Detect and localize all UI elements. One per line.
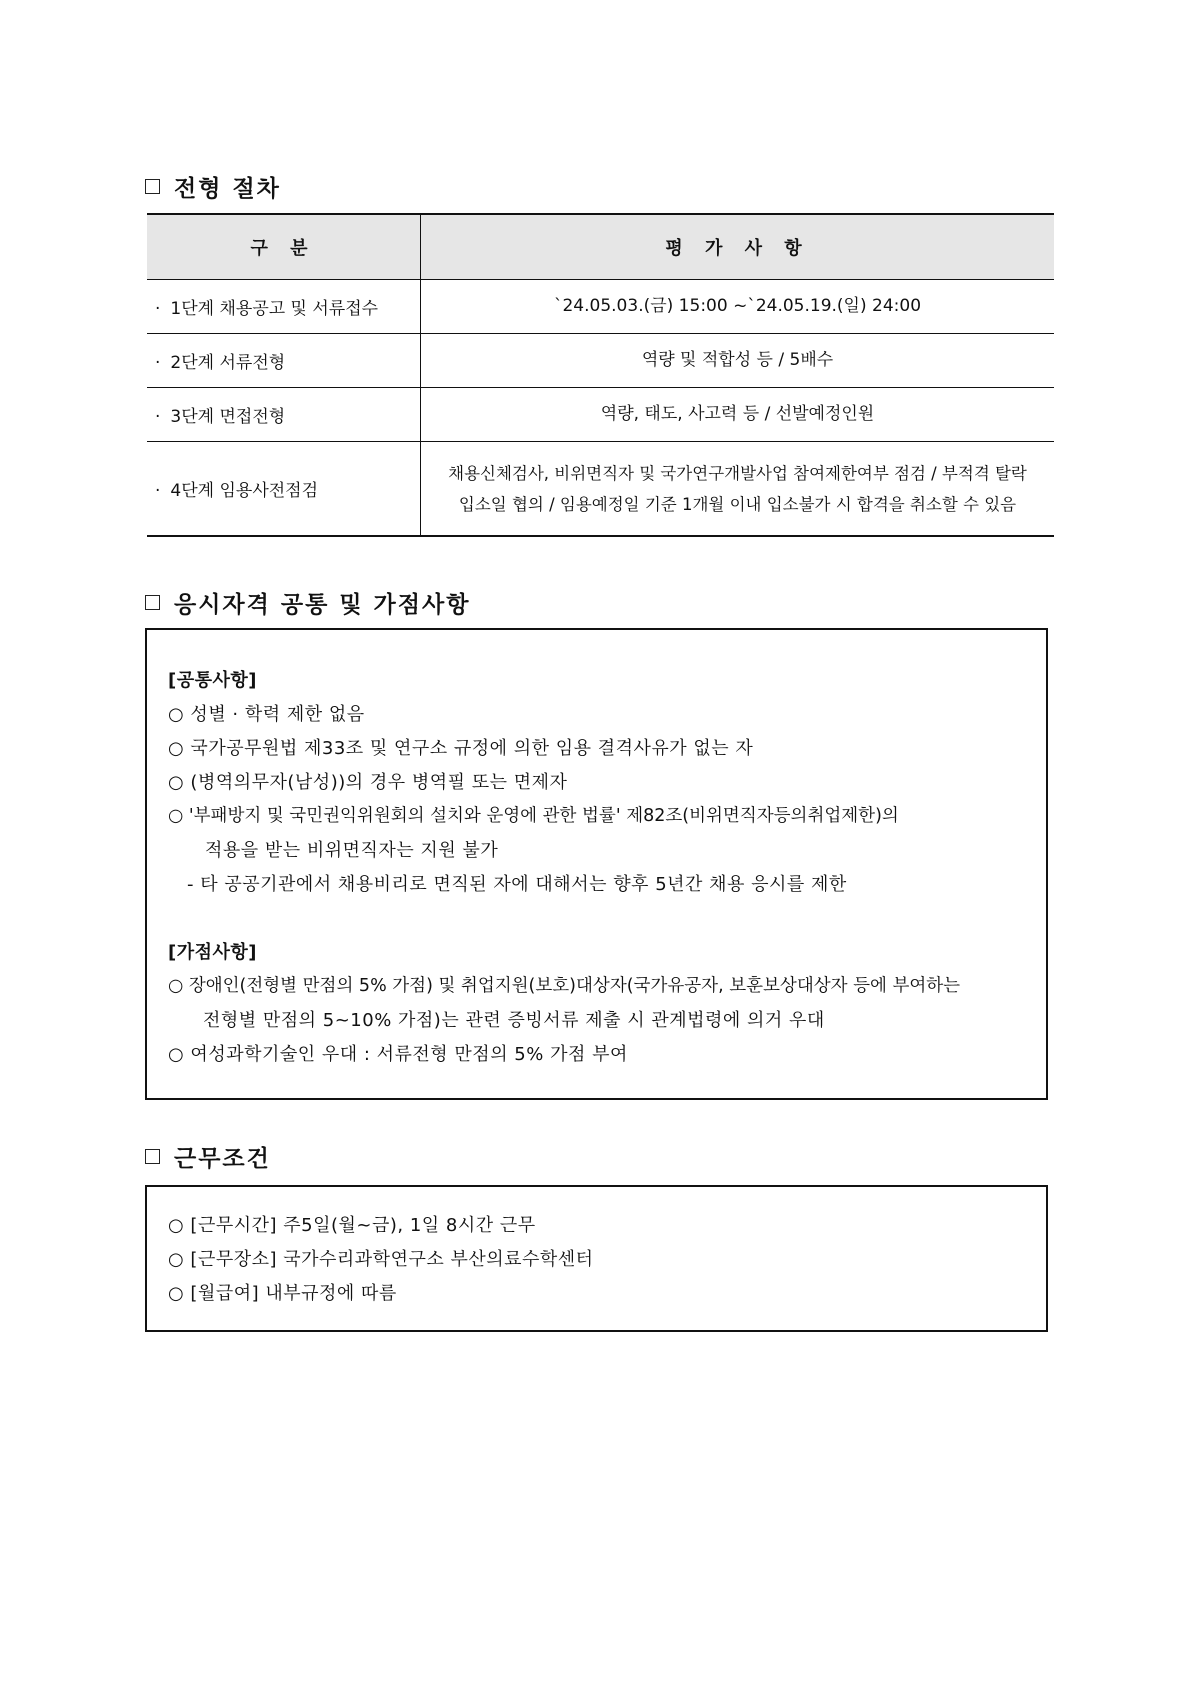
checkbox-square-icon	[145, 179, 160, 194]
list-item: ○ 국가공무원법 제33조 및 연구소 규정에 의한 임용 결격사유가 없는 자	[168, 738, 754, 759]
list-item: ○ (병역의무자(남성))의 경우 병역필 또는 면제자	[168, 772, 568, 793]
stage-cell: · 3단계 면접전형	[147, 388, 421, 442]
table-row	[147, 334, 1054, 388]
list-item: ○ 장애인(전형별 만점의 5% 가점) 및 취업지원(보호)대상자(국가유공자, 보훈보상대상자 등에 부여하는	[168, 976, 961, 996]
stage-label: 1단계 채용공고 및 서류접수	[170, 299, 379, 319]
section-heading-conditions	[145, 1140, 271, 1173]
list-item-continuation: 전형별 만점의 5~10% 가점)는 관련 증빙서류 제출 시 관계법령에 의거 우대	[203, 1010, 825, 1031]
evaluation-text: `24.05.03.(금) 15:00 ~`24.05.19.(일) 24:00	[553, 296, 922, 316]
bonus-subtitle: [가점사항]	[168, 942, 258, 963]
evaluation-cell	[421, 334, 1055, 388]
common-subtitle: [공통사항]	[168, 670, 258, 691]
evaluation-text: 역량, 태도, 사고력 등 / 선발예정인원	[600, 404, 875, 424]
stage-label: 3단계 면접전형	[170, 407, 286, 427]
evaluation-cell	[421, 388, 1055, 442]
table-header-row	[147, 214, 1054, 280]
section-title: 응시자격 공통 및 가점사항	[174, 592, 471, 618]
checkbox-square-icon	[145, 1149, 160, 1164]
column-header-category: 구 분	[147, 214, 421, 280]
list-item-continuation: 적용을 받는 비위면직자는 지원 불가	[205, 840, 499, 861]
evaluation-text: 입소일 협의 / 임용예정일 기준 1개월 이내 입소불가 시 합격을 취소할 수 있음	[458, 494, 1017, 514]
evaluation-text: 채용신체검사, 비위면직자 및 국가연구개발사업 참여제한여부 점검 / 부적격 탈락	[448, 463, 1027, 483]
list-item: ○ 성별 · 학력 제한 없음	[168, 704, 365, 725]
section-title: 근무조건	[174, 1146, 271, 1172]
list-item: ○ [근무시간] 주5일(월~금), 1일 8시간 근무	[168, 1215, 536, 1236]
stage-label: 2단계 서류전형	[170, 353, 286, 373]
section-heading-qualification	[145, 586, 470, 619]
table-row	[147, 442, 1054, 537]
list-item: ○ [근무장소] 국가수리과학연구소 부산의료수학센터	[168, 1249, 594, 1270]
evaluation-text: 역량 및 적합성 등 / 5배수	[641, 350, 834, 370]
stage-cell: · 2단계 서류전형	[147, 334, 421, 388]
conditions-panel	[145, 1185, 1048, 1332]
checkbox-square-icon	[145, 595, 160, 610]
list-item: ○ '부패방지 및 국민권익위원회의 설치와 운영에 관한 법률' 제82조(비위면직자등의취업제한)의	[168, 806, 899, 826]
list-item: ○ 여성과학기술인 우대 : 서류전형 만점의 5% 가점 부여	[168, 1044, 628, 1065]
list-item: ○ [월급여] 내부규정에 따름	[168, 1283, 397, 1304]
stage-cell: · 1단계 채용공고 및 서류접수	[147, 280, 421, 334]
qualification-panel	[145, 628, 1048, 1100]
table-row	[147, 280, 1054, 334]
column-header-evaluation: 평 가 사 항	[421, 214, 1055, 280]
table-row	[147, 388, 1054, 442]
stage-label: 4단계 임용사전점검	[170, 481, 319, 501]
section-heading-procedure	[145, 170, 281, 203]
procedure-table	[147, 213, 1054, 537]
evaluation-cell	[421, 280, 1055, 334]
evaluation-cell	[421, 442, 1055, 537]
stage-cell: · 4단계 임용사전점검	[147, 442, 421, 537]
list-subitem: - 타 공공기관에서 채용비리로 면직된 자에 대해서는 향후 5년간 채용 응시를 제한	[187, 874, 847, 895]
section-title: 전형 절차	[174, 176, 281, 202]
